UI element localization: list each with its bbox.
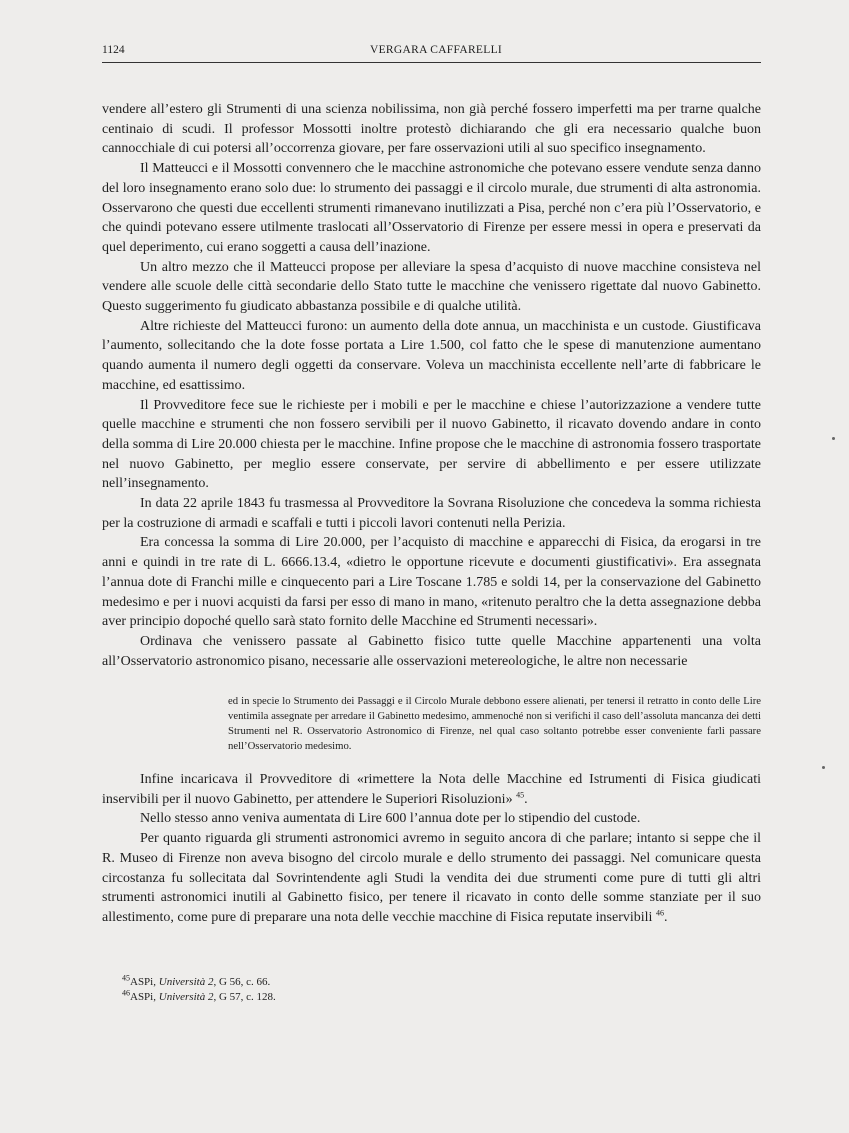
paragraph: In data 22 aprile 1843 fu trasmessa al Provveditore la Sovrana Risoluzione che concedeva la somma richiesta per la costruzione di armadi e scaffali e tutti i piccoli lavori contenuti nella Perizia. (102, 496, 761, 531)
footnote-ref[interactable]: 46 (655, 908, 664, 918)
paper-speck (822, 766, 825, 769)
paragraph: Altre richieste del Matteucci furono: un aumento della dote annua, un macchinista e un custode. Giustificava l’aumento, sollecitando che la dote fosse portata a Lire 1.500, col fatto che le spese di manutenzione aumentano quando aumenta il numero degli oggetti da conservare. Voleva un macchinista eccellente nell’arte di fabbricare le macchine, ed esattissimo. (102, 318, 761, 393)
running-head: VERGARA CAFFARELLI (370, 44, 503, 56)
paragraph: Il Matteucci e il Mossotti convennero che le macchine astronomiche che potevano essere vendute senza danno del loro insegnamento erano solo due: lo strumento dei passaggi e il circolo murale, due strumenti di alta astronomia. Osservarono che questi due eccellenti strumenti rimanevano inutilizzati a Pisa, perché non c’era più l’Osservatorio, e che quindi potevano essere utilmente traslocati all’Osservatorio di Firenze per essere messi in opera e preservati da quel deperimento, cui erano soggetti a causa dell’inazione. (102, 161, 761, 255)
paragraph: Per quanto riguarda gli strumenti astronomici avremo in seguito ancora di che parlare; intanto si seppe che il R. Museo di Firenze non aveva bisogno del circolo murale e dello strumento dei passaggi. Nel comunicare questa circostanza fu sollecitata dal Sovrintendente agli Studi la vendita dei due strumenti come pure di tutti gli altri strumenti astronomici inutili al Gabinetto fisico, per tenere il ricavato in conto delle somme stanziate per il suo allestimento, come pure di preparare una nota delle vecchie macchine di Fisica reputate inservibili $^{46}$. (102, 831, 761, 925)
paragraph: Nello stesso anno veniva aumentata di Lire 600 l’annua dote per lo stipendio del custode. (140, 811, 641, 827)
footnote-ref[interactable]: 45 (516, 790, 525, 800)
paragraph: Ordinava che venissero passate al Gabinetto fisico tutte quelle Macchine appartenenti una volta all’Osservatorio astronomico pisano, necessarie alle osservazioni metereologiche, le altre non necessarie (102, 633, 761, 669)
paper-speck (832, 437, 835, 440)
body-text-continued (102, 770, 761, 928)
paragraph: Un altro mezzo che il Matteucci propose per alleviare la spesa d’acquisto di nuove macchine consisteva nel vendere alle scuole delle città secondarie dello Stato tutte le macchine che venissero rigettate dal nuovo Gabinetto. Questo suggerimento fu giudicato abbastanza possibile e di qualche utilità. (102, 259, 761, 315)
footnote-number: 45 (122, 973, 130, 983)
footnotes (122, 975, 722, 1005)
footnote: $^{45}$ASPi, Università 2, G 56, c. 66. (122, 973, 271, 988)
page-header (102, 44, 761, 63)
body-text (102, 100, 761, 671)
footnote-number: 46 (122, 988, 130, 998)
paragraph: Infine incaricava il Provveditore di «rimettere la Nota delle Macchine ed Istrumenti di Fisica giudicati inservibili per il nuovo Gabinetto, per attendere le Superiori Risoluzioni» $^{45}$. (102, 772, 761, 807)
footnote: $^{46}$ASPi, Università 2, G 57, c. 128. (122, 988, 276, 1003)
page-number: 1124 (102, 44, 125, 56)
block-quote: ed in specie lo Strumento dei Passaggi e il Circolo Murale debbono essere alienati, per tenersi il retratto in conto delle Lire ventimila assegnate per arredare il Gabinetto medesimo, ammenoché non si verifichi il caso dell’assoluta mancanza dei detti Strumenti nel R. Osservatorio Astronomico di Firenze, nel qual caso soltanto potrebbe esser conveniente farli passare nell’Osservatorio medesimo. (228, 695, 761, 752)
paragraph: Era concessa la somma di Lire 20.000, per l’acquisto di macchine e apparecchi di Fisica, da erogarsi in tre anni e quindi in tre rate di L. 6666.13.4, «dietro le opportune ricevute e documenti giustificativi». Era assegnata l’annua dote di Franchi mille e cinquecento pari a Lire Toscane 1.785 e soldi 14, per la conservazione del Gabinetto medesimo e per i nuovi acquisti da farsi per esso di mano in mano, «ritenuto peraltro che la detta assegnazione debba aver principio dopoché quello sarà stato fornito delle Macchine ed Strumenti necessari». (102, 535, 761, 630)
paragraph: Il Provveditore fece sue le richieste per i mobili e per le macchine e chiese l’autorizzazione a vendere tutte quelle macchine e strumenti che non fossero servibili per il nuovo Gabinetto, il ricavato dovendo andare in conto della somma di Lire 20.000 chiesta per le macchine. Infine propose che le macchine di astronomia fossero trasportate nel nuovo Gabinetto, per meglio essere conservate, per servire di abbellimento e per essere utilizzate nell’insegnamento. (102, 397, 761, 492)
paragraph: vendere all’estero gli Strumenti di una scienza nobilissima, non già perché fossero imperfetti ma per trarne qualche centinaio di scudi. Il professor Mossotti inoltre protestò dichiarando che gli era necessario qualche buon cannocchiale di cui potersi all’occorrenza giovare, per fare osservazioni utili al suo specifico insegnamento. (102, 102, 761, 157)
